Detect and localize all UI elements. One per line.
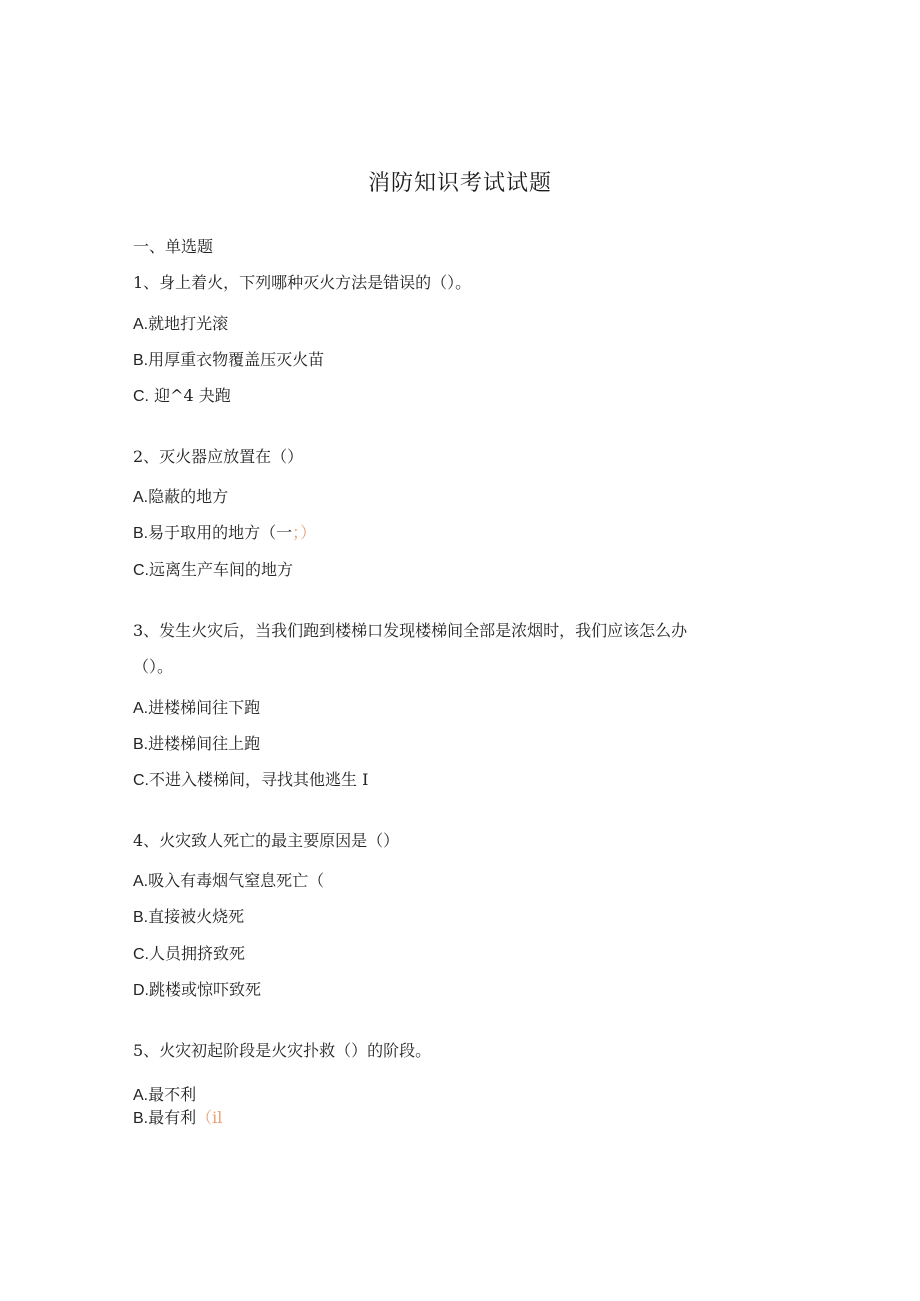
option-letter: C. <box>133 562 149 579</box>
option-letter: A. <box>133 1087 149 1104</box>
option-text: 最不利 <box>148 1085 197 1104</box>
option-letter: B. <box>133 736 149 753</box>
question-4-stem: 4、火灾致人死亡的最主要原因是（） <box>133 831 400 850</box>
question-3-stem-continued: （）。 <box>133 657 174 676</box>
option-text: 用厚重衣物覆盖压灭火苗 <box>148 350 325 369</box>
option-text: 最有利 <box>148 1108 197 1127</box>
question-3-option-c <box>133 770 368 791</box>
handwritten-mark: ；） <box>292 523 317 542</box>
option-letter: B. <box>133 352 149 369</box>
question-2-option-b <box>133 523 316 544</box>
option-text: 进楼梯间往下跑 <box>148 698 261 717</box>
option-text: 跳楼或惊吓致死 <box>149 980 262 999</box>
option-text: 不进入楼梯间，寻找其他逃生 I <box>149 770 369 789</box>
question-1-option-a <box>133 314 228 335</box>
option-text: 人员拥挤致死 <box>149 944 246 963</box>
question-5-option-b <box>133 1108 222 1129</box>
question-5-stem: 5、火灾初起阶段是火灾扑救（）的阶段。 <box>133 1041 432 1060</box>
question-1-option-c <box>133 386 231 407</box>
question-2-option-c <box>133 560 293 581</box>
option-letter: B. <box>133 1110 149 1127</box>
option-letter: C. <box>133 772 149 789</box>
question-4-option-d <box>133 980 261 1001</box>
question-4-option-c <box>133 944 245 965</box>
question-1-stem: 1、身上着火，下列哪种灭火方法是错误的（）。 <box>133 273 472 292</box>
option-letter: D. <box>133 982 149 999</box>
question-2-stem: 2、灭火器应放置在（） <box>133 447 304 466</box>
option-letter: B. <box>133 525 149 542</box>
option-letter: B. <box>133 909 149 926</box>
option-text: 隐蔽的地方 <box>148 487 229 506</box>
page-title: 消防知识考试试题 <box>367 171 552 196</box>
question-3-stem: 3、发生火灾后，当我们跑到楼梯口发现楼梯间全部是浓烟时，我们应该怎么办 <box>133 621 688 640</box>
question-1-option-b <box>133 350 324 371</box>
option-letter: A. <box>133 700 149 717</box>
question-3-option-a <box>133 698 260 719</box>
option-letter: C. <box>133 388 149 405</box>
option-text: 易于取用的地方（一 <box>148 523 293 542</box>
question-4-option-b <box>133 907 244 928</box>
option-text: 远离生产车间的地方 <box>149 560 294 579</box>
question-4-option-a <box>133 871 324 892</box>
option-text: 进楼梯间往上跑 <box>148 734 261 753</box>
option-letter: A. <box>133 873 149 890</box>
option-letter: A. <box>133 316 149 333</box>
question-5-option-a <box>133 1085 196 1106</box>
option-letter: A. <box>133 489 149 506</box>
option-text: 迎^4 夬跑 <box>149 386 231 405</box>
handwritten-mark: （il <box>196 1108 223 1127</box>
option-letter: C. <box>133 946 149 963</box>
option-text: 直接被火烧死 <box>148 907 245 926</box>
question-2-option-a <box>133 487 228 508</box>
section-heading: 一、单选题 <box>133 237 214 256</box>
option-text: 吸入有毒烟气窒息死亡（ <box>148 871 325 890</box>
question-3-option-b <box>133 734 260 755</box>
option-text: 就地打光滚 <box>148 314 229 333</box>
